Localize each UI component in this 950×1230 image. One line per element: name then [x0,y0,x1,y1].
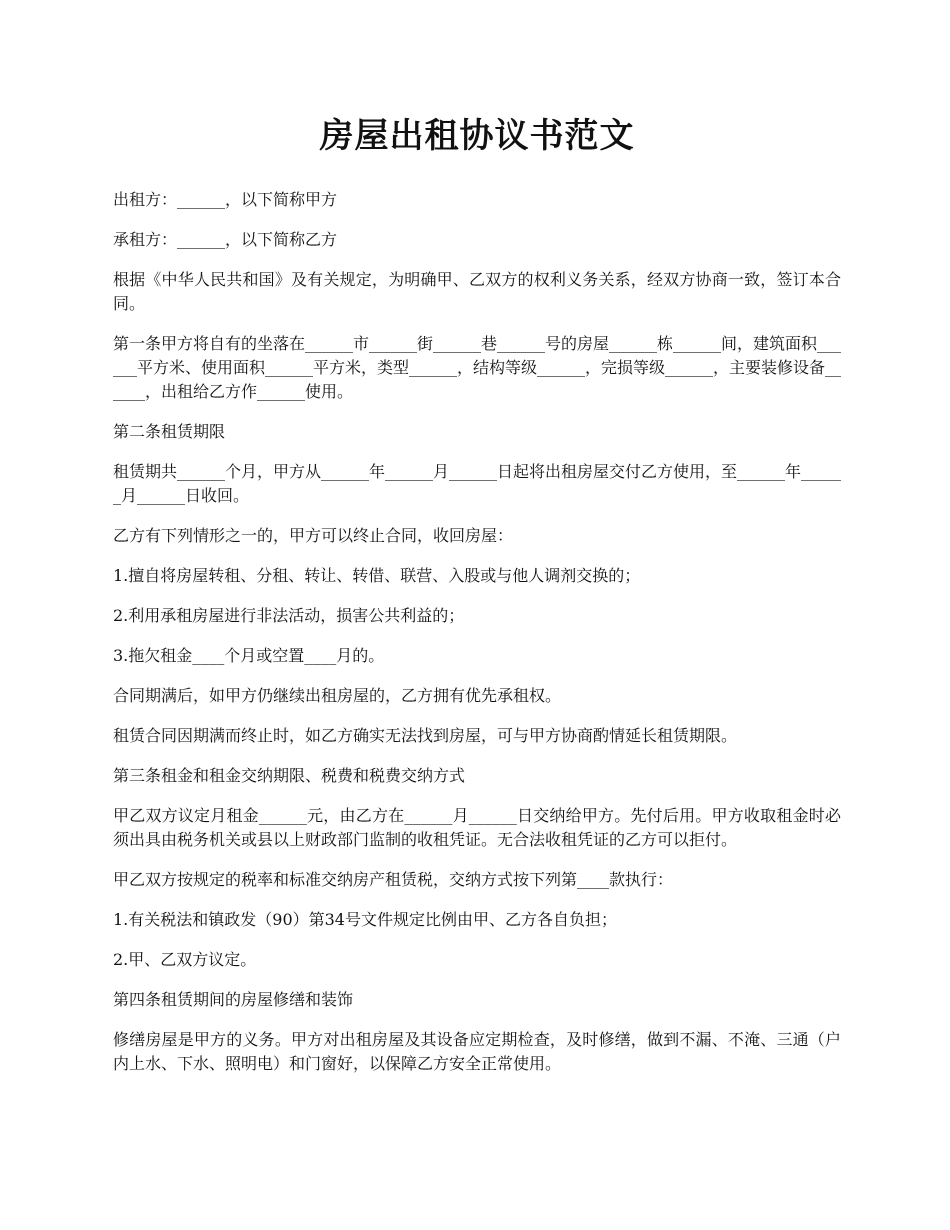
preamble-paragraph: 根据《中华人民共和国》及有关规定，为明确甲、乙双方的权利义务关系，经双方协商一致，签订本合同。 [113,270,841,313]
termination-item-2: 2.利用承租房屋进行非法活动，损害公共利益的； [113,606,465,625]
lessor-line: 出租方：______，以下简称甲方 [113,190,338,209]
lease-term-paragraph: 租赁期共______个月，甲方从______年______月______日起将出租房屋交付乙方使用，至______年______月______日收回。 [113,462,842,505]
tax-item-1: 1.有关税法和镇政发（90）第34号文件规定比例由甲、乙方各自负担； [113,910,617,929]
termination-item-1: 1.擅自将房屋转租、分租、转让、转借、联营、入股或与他人调剂交换的； [113,566,641,585]
tax-payment-paragraph: 甲乙双方按规定的税率和标准交纳房产租赁税，交纳方式按下列第____款执行： [113,870,674,889]
termination-conditions-intro: 乙方有下列情形之一的，甲方可以终止合同，收回房屋： [113,526,514,545]
document-body [113,110,841,1092]
rent-payment-paragraph: 甲乙双方议定月租金______元，由乙方在______月______日交纳给甲方。先付后用。甲方收取租金时必须出具由税务机关或县以上财政部门监制的收租凭证。无合法收租凭证的乙方可以拒付。 [113,806,841,849]
article-1-paragraph: 第一条甲方将自有的坐落在______市______街______巷______号的房屋______栋______间，建筑面积______平方米、使用面积______平方米，类型______，结构等级______，完损等级______，主要装修设备______，出租给乙方作______使用。 [113,334,842,401]
priority-lease-paragraph: 合同期满后，如甲方仍继续出租房屋的，乙方拥有优先承租权。 [113,686,562,705]
lessee-line: 承租方：______，以下简称乙方 [113,230,338,249]
article-3-heading: 第三条租金和租金交纳期限、税费和税费交纳方式 [113,766,466,785]
repair-obligation-paragraph: 修缮房屋是甲方的义务。甲方对出租房屋及其设备应定期检查，及时修缮，做到不漏、不淹、三通（户内上水、下水、照明电）和门窗好，以保障乙方安全正常使用。 [113,1030,841,1073]
article-4-heading: 第四条租赁期间的房屋修缮和装饰 [113,990,354,1009]
termination-item-3: 3.拖欠租金____个月或空置____月的。 [113,646,385,665]
article-2-heading: 第二条租赁期限 [113,422,226,441]
tax-item-2: 2.甲、乙双方议定。 [113,950,257,969]
lease-extension-paragraph: 租赁合同因期满而终止时，如乙方确实无法找到房屋，可与甲方协商酌情延长租赁期限。 [113,726,738,745]
document-title: 房屋出租协议书范文 [319,116,635,156]
